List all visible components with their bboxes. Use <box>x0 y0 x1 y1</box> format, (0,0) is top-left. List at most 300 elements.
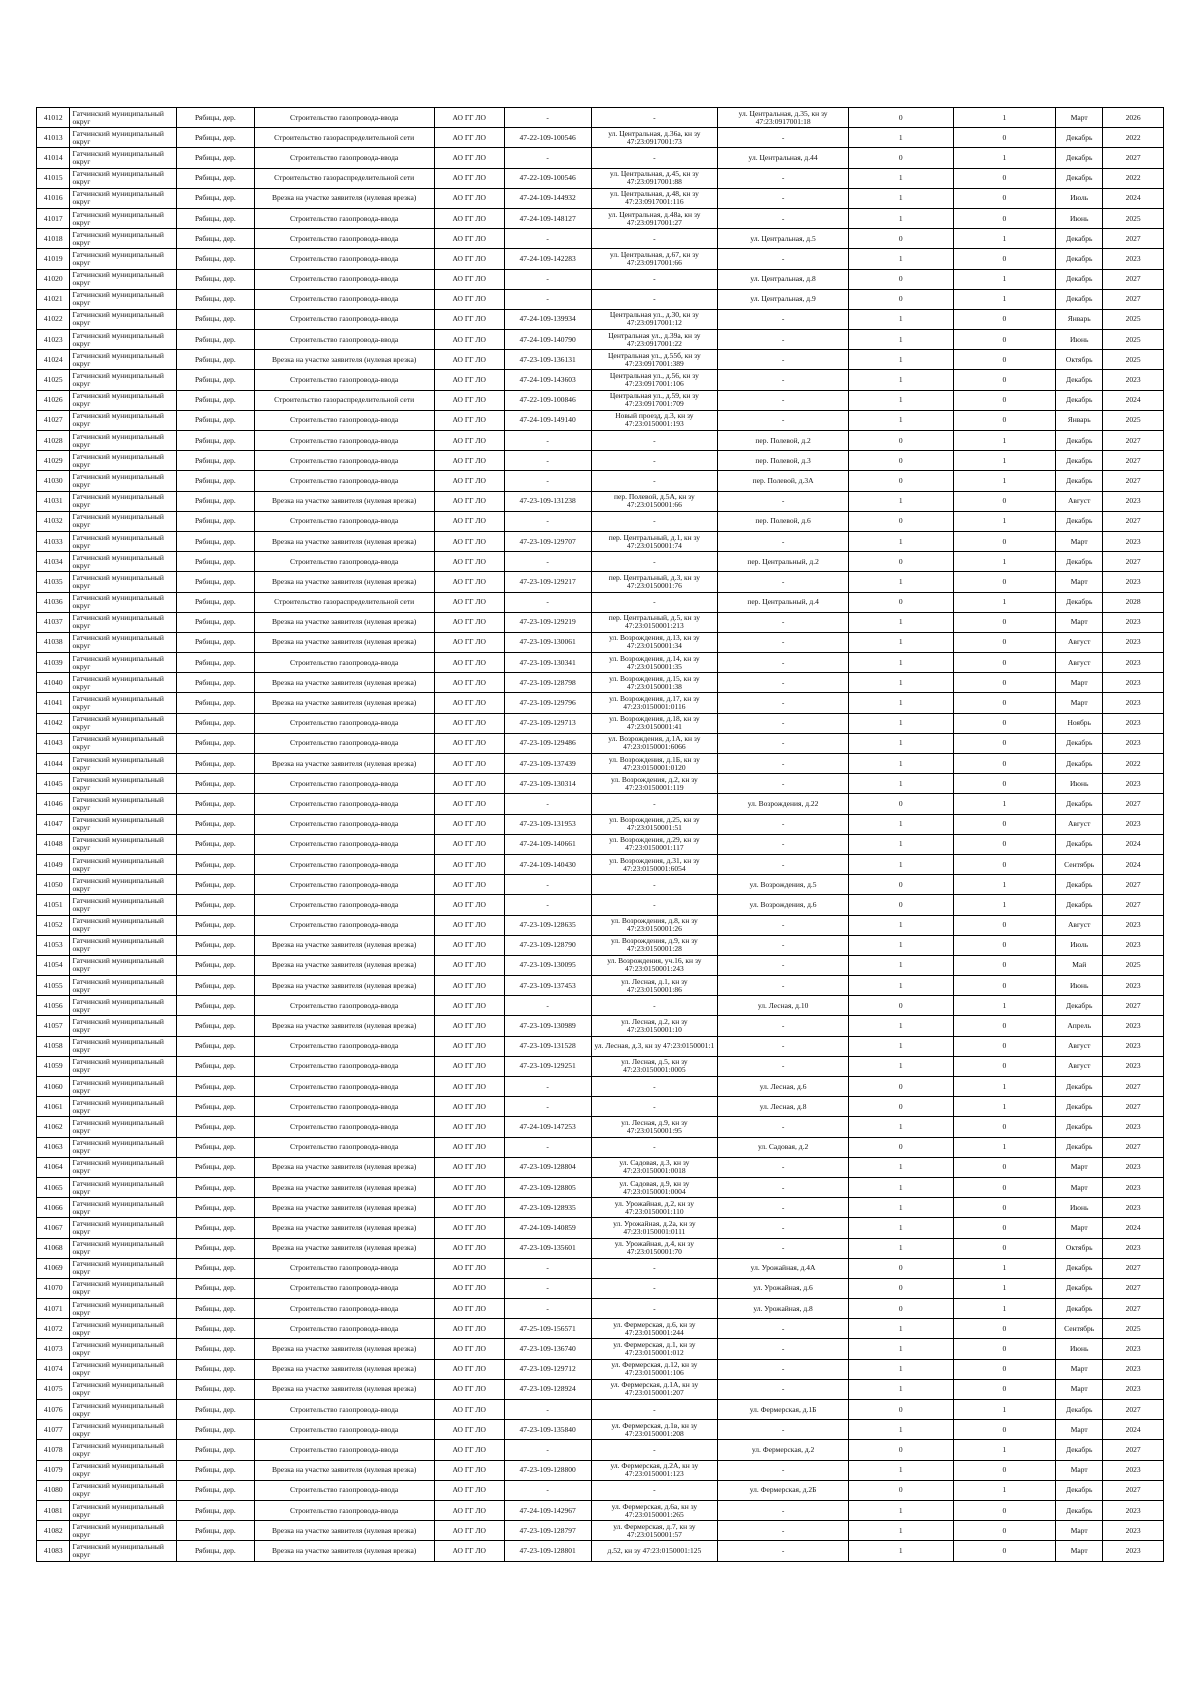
table-row <box>37 552 1164 572</box>
cell-application: 47-23-109-129712 <box>504 1359 591 1379</box>
cell-application: 47-23-109-128790 <box>504 935 591 955</box>
cell-planned: 1 <box>953 1440 1056 1460</box>
cell-year: 2023 <box>1103 733 1164 753</box>
cell-address_planned: - <box>718 733 849 753</box>
cell-number: 41063 <box>37 1137 70 1157</box>
cell-month: Март <box>1056 572 1103 592</box>
cell-settlement: Рябицы, дер. <box>177 1258 254 1278</box>
cell-address_planned: ул. Центральная, д.5 <box>718 229 849 249</box>
cell-month: Декабрь <box>1056 794 1103 814</box>
cell-planned: 0 <box>953 1460 1056 1480</box>
cell-month: Декабрь <box>1056 552 1103 572</box>
cell-organization: АО ГГ ЛО <box>434 1137 504 1157</box>
cell-district: Гатчинский муниципальный округ <box>70 592 177 612</box>
cell-work_type: Врезка на участке заявителя (нулевая врезка) <box>254 673 434 693</box>
cell-month: Март <box>1056 1521 1103 1541</box>
cell-district: Гатчинский муниципальный округ <box>70 673 177 693</box>
cell-month: Декабрь <box>1056 1097 1103 1117</box>
cell-address_planned: ул. Урожайная, д.6 <box>718 1278 849 1298</box>
cell-planned: 0 <box>953 168 1056 188</box>
cell-work_type: Врезка на участке заявителя (нулевая врезка) <box>254 1379 434 1399</box>
cell-address_planned: ул. Центральная, д.44 <box>718 148 849 168</box>
cell-planned: 0 <box>953 370 1056 390</box>
cell-address_planned: ул. Урожайная, д.8 <box>718 1299 849 1319</box>
cell-month: Март <box>1056 1541 1103 1561</box>
cell-address_connected: - <box>591 1077 718 1097</box>
cell-work_type: Врезка на участке заявителя (нулевая врезка) <box>254 572 434 592</box>
cell-district: Гатчинский муниципальный округ <box>70 289 177 309</box>
cell-organization: АО ГГ ЛО <box>434 1420 504 1440</box>
cell-address_connected: ул. Возрождения, д.18, кн зу 47:23:0150001:41 <box>591 713 718 733</box>
cell-district: Гатчинский муниципальный округ <box>70 895 177 915</box>
cell-month: Сентябрь <box>1056 1319 1103 1339</box>
cell-work_type: Строительство газопровода-ввода <box>254 1077 434 1097</box>
cell-application: 47-24-109-140790 <box>504 330 591 350</box>
cell-address_planned: - <box>718 390 849 410</box>
cell-number: 41032 <box>37 511 70 531</box>
table-row <box>37 511 1164 531</box>
cell-month: Июнь <box>1056 774 1103 794</box>
cell-planned: 1 <box>953 552 1056 572</box>
cell-number: 41030 <box>37 471 70 491</box>
cell-district: Гатчинский муниципальный округ <box>70 1036 177 1056</box>
cell-organization: АО ГГ ЛО <box>434 471 504 491</box>
cell-planned: 0 <box>953 390 1056 410</box>
cell-organization: АО ГГ ЛО <box>434 794 504 814</box>
cell-month: Декабрь <box>1056 168 1103 188</box>
cell-application: 47-24-109-139934 <box>504 309 591 329</box>
cell-planned: 0 <box>953 1036 1056 1056</box>
cell-year: 2025 <box>1103 330 1164 350</box>
cell-year: 2023 <box>1103 1339 1164 1359</box>
cell-settlement: Рябицы, дер. <box>177 875 254 895</box>
cell-planned: 0 <box>953 733 1056 753</box>
cell-connected: 1 <box>848 1339 953 1359</box>
cell-application: 47-23-109-129251 <box>504 1056 591 1076</box>
cell-work_type: Врезка на участке заявителя (нулевая врезка) <box>254 1218 434 1238</box>
cell-number: 41066 <box>37 1198 70 1218</box>
cell-month: Декабрь <box>1056 511 1103 531</box>
cell-year: 2023 <box>1103 370 1164 390</box>
cell-organization: АО ГГ ЛО <box>434 1440 504 1460</box>
cell-application: 47-22-109-100846 <box>504 390 591 410</box>
cell-address_planned: ул. Центральная, д.35, кн зу 47:23:0917001:18 <box>718 108 849 128</box>
cell-address_connected: - <box>591 996 718 1016</box>
cell-address_connected: ул. Возрождения, д.8, кн зу 47:23:0150001:26 <box>591 915 718 935</box>
table-row <box>37 1460 1164 1480</box>
cell-number: 41040 <box>37 673 70 693</box>
cell-year: 2023 <box>1103 249 1164 269</box>
cell-application: - <box>504 1480 591 1500</box>
cell-settlement: Рябицы, дер. <box>177 1218 254 1238</box>
cell-address_connected: ул. Возрождения, д.13, кн зу 47:23:0150001:34 <box>591 632 718 652</box>
cell-organization: АО ГГ ЛО <box>434 935 504 955</box>
cell-connected: 0 <box>848 431 953 451</box>
cell-planned: 0 <box>953 1157 1056 1177</box>
cell-address_connected: - <box>591 875 718 895</box>
cell-district: Гатчинский муниципальный округ <box>70 451 177 471</box>
cell-connected: 0 <box>848 895 953 915</box>
cell-work_type: Строительство газопровода-ввода <box>254 774 434 794</box>
cell-year: 2024 <box>1103 834 1164 854</box>
table-row <box>37 632 1164 652</box>
cell-connected: 0 <box>848 1299 953 1319</box>
cell-application: 47-23-109-129796 <box>504 693 591 713</box>
cell-district: Гатчинский муниципальный округ <box>70 976 177 996</box>
cell-planned: 1 <box>953 229 1056 249</box>
table-row <box>37 1400 1164 1420</box>
cell-year: 2027 <box>1103 1278 1164 1298</box>
cell-settlement: Рябицы, дер. <box>177 491 254 511</box>
cell-application: 47-23-109-128801 <box>504 1541 591 1561</box>
cell-address_planned: - <box>718 1036 849 1056</box>
cell-settlement: Рябицы, дер. <box>177 552 254 572</box>
cell-month: Июнь <box>1056 1198 1103 1218</box>
cell-organization: АО ГГ ЛО <box>434 814 504 834</box>
cell-application: 47-23-109-135601 <box>504 1238 591 1258</box>
cell-month: Декабрь <box>1056 875 1103 895</box>
cell-address_planned: - <box>718 1117 849 1137</box>
cell-organization: АО ГГ ЛО <box>434 390 504 410</box>
cell-month: Декабрь <box>1056 1258 1103 1278</box>
cell-number: 41073 <box>37 1339 70 1359</box>
cell-address_connected: ул. Возрождения, д.31, кн зу 47:23:0150001:6054 <box>591 854 718 874</box>
cell-work_type: Строительство газопровода-ввода <box>254 1319 434 1339</box>
table-row <box>37 1036 1164 1056</box>
cell-connected: 0 <box>848 148 953 168</box>
cell-connected: 1 <box>848 1036 953 1056</box>
table-row <box>37 915 1164 935</box>
cell-district: Гатчинский муниципальный округ <box>70 1299 177 1319</box>
cell-address_connected: - <box>591 451 718 471</box>
cell-number: 41045 <box>37 774 70 794</box>
cell-application: 47-23-109-131238 <box>504 491 591 511</box>
cell-organization: АО ГГ ЛО <box>434 1056 504 1076</box>
cell-district: Гатчинский муниципальный округ <box>70 249 177 269</box>
cell-planned: 0 <box>953 1541 1056 1561</box>
cell-application: 47-23-109-129707 <box>504 531 591 551</box>
cell-application: - <box>504 229 591 249</box>
cell-number: 41076 <box>37 1400 70 1420</box>
cell-planned: 0 <box>953 1500 1056 1520</box>
cell-planned: 0 <box>953 1420 1056 1440</box>
cell-application: 47-24-109-142967 <box>504 1500 591 1520</box>
cell-application: 47-23-109-128800 <box>504 1460 591 1480</box>
cell-application: 47-23-109-131528 <box>504 1036 591 1056</box>
cell-settlement: Рябицы, дер. <box>177 431 254 451</box>
cell-district: Гатчинский муниципальный округ <box>70 431 177 451</box>
cell-address_planned: - <box>718 208 849 228</box>
table-row <box>37 895 1164 915</box>
cell-organization: АО ГГ ЛО <box>434 955 504 975</box>
cell-settlement: Рябицы, дер. <box>177 1500 254 1520</box>
cell-planned: 1 <box>953 1077 1056 1097</box>
cell-address_planned: пер. Полевой, д.3А <box>718 471 849 491</box>
cell-work_type: Строительство газопровода-ввода <box>254 1056 434 1076</box>
cell-application: 47-24-109-140859 <box>504 1218 591 1238</box>
cell-work_type: Строительство газопровода-ввода <box>254 431 434 451</box>
cell-work_type: Строительство газопровода-ввода <box>254 794 434 814</box>
cell-organization: АО ГГ ЛО <box>434 875 504 895</box>
cell-year: 2023 <box>1103 612 1164 632</box>
cell-organization: АО ГГ ЛО <box>434 1218 504 1238</box>
cell-number: 41025 <box>37 370 70 390</box>
cell-year: 2023 <box>1103 1521 1164 1541</box>
cell-address_connected: ул. Возрождения, д.17, кн зу 47:23:0150001:0116 <box>591 693 718 713</box>
cell-work_type: Строительство газопровода-ввода <box>254 1137 434 1157</box>
table-row <box>37 309 1164 329</box>
cell-district: Гатчинский муниципальный округ <box>70 1117 177 1137</box>
cell-application: - <box>504 431 591 451</box>
cell-organization: АО ГГ ЛО <box>434 1238 504 1258</box>
table-row <box>37 653 1164 673</box>
cell-month: Октябрь <box>1056 1238 1103 1258</box>
table-row <box>37 1480 1164 1500</box>
cell-application: 47-23-109-128797 <box>504 1521 591 1541</box>
cell-address_connected: - <box>591 592 718 612</box>
cell-organization: АО ГГ ЛО <box>434 996 504 1016</box>
cell-address_connected: пер. Центральный, д.1, кн зу 47:23:0150001:74 <box>591 531 718 551</box>
cell-address_planned: - <box>718 774 849 794</box>
cell-application: 47-23-109-130341 <box>504 653 591 673</box>
cell-year: 2023 <box>1103 1500 1164 1520</box>
cell-address_connected: ул. Возрождения, д.2, кн зу 47:23:0150001:119 <box>591 774 718 794</box>
cell-work_type: Врезка на участке заявителя (нулевая врезка) <box>254 531 434 551</box>
cell-settlement: Рябицы, дер. <box>177 1521 254 1541</box>
cell-application: - <box>504 1278 591 1298</box>
cell-work_type: Врезка на участке заявителя (нулевая врезка) <box>254 188 434 208</box>
cell-number: 41071 <box>37 1299 70 1319</box>
cell-connected: 1 <box>848 572 953 592</box>
cell-address_connected: ул. Центральная, д.36а, кн зу 47:23:0917001:73 <box>591 128 718 148</box>
cell-planned: 1 <box>953 471 1056 491</box>
cell-settlement: Рябицы, дер. <box>177 471 254 491</box>
cell-work_type: Строительство газопровода-ввода <box>254 653 434 673</box>
table-row <box>37 1238 1164 1258</box>
cell-address_planned: - <box>718 814 849 834</box>
cell-application: 47-23-109-136131 <box>504 350 591 370</box>
cell-planned: 1 <box>953 1097 1056 1117</box>
cell-work_type: Строительство газопровода-ввода <box>254 1097 434 1117</box>
cell-address_planned: - <box>718 854 849 874</box>
cell-organization: АО ГГ ЛО <box>434 1016 504 1036</box>
cell-month: Август <box>1056 1056 1103 1076</box>
table-row <box>37 168 1164 188</box>
cell-connected: 1 <box>848 370 953 390</box>
cell-number: 41022 <box>37 309 70 329</box>
cell-settlement: Рябицы, дер. <box>177 1339 254 1359</box>
cell-settlement: Рябицы, дер. <box>177 451 254 471</box>
cell-number: 41070 <box>37 1278 70 1298</box>
cell-connected: 1 <box>848 1500 953 1520</box>
cell-number: 41036 <box>37 592 70 612</box>
cell-address_planned: - <box>718 1521 849 1541</box>
cell-number: 41020 <box>37 269 70 289</box>
cell-planned: 0 <box>953 955 1056 975</box>
cell-number: 41074 <box>37 1359 70 1379</box>
cell-planned: 0 <box>953 572 1056 592</box>
table-row <box>37 1299 1164 1319</box>
cell-settlement: Рябицы, дер. <box>177 1097 254 1117</box>
cell-connected: 0 <box>848 1258 953 1278</box>
cell-address_planned: ул. Лесная, д.8 <box>718 1097 849 1117</box>
cell-month: Декабрь <box>1056 996 1103 1016</box>
cell-address_planned: пер. Полевой, д.6 <box>718 511 849 531</box>
table-row <box>37 330 1164 350</box>
cell-district: Гатчинский муниципальный округ <box>70 1541 177 1561</box>
cell-work_type: Строительство газораспределительной сети <box>254 168 434 188</box>
cell-year: 2023 <box>1103 935 1164 955</box>
cell-number: 41052 <box>37 915 70 935</box>
cell-month: Декабрь <box>1056 269 1103 289</box>
cell-work_type: Строительство газопровода-ввода <box>254 208 434 228</box>
cell-district: Гатчинский муниципальный округ <box>70 1077 177 1097</box>
cell-work_type: Строительство газопровода-ввода <box>254 1258 434 1278</box>
table-row <box>37 451 1164 471</box>
cell-settlement: Рябицы, дер. <box>177 1077 254 1097</box>
cell-address_planned: - <box>718 1016 849 1036</box>
cell-organization: АО ГГ ЛО <box>434 1299 504 1319</box>
cell-planned: 0 <box>953 1359 1056 1379</box>
cell-connected: 0 <box>848 592 953 612</box>
cell-application: 47-23-109-130314 <box>504 774 591 794</box>
cell-district: Гатчинский муниципальный округ <box>70 612 177 632</box>
cell-year: 2027 <box>1103 1480 1164 1500</box>
cell-district: Гатчинский муниципальный округ <box>70 794 177 814</box>
cell-address_planned: ул. Фермерская, д.2Б <box>718 1480 849 1500</box>
cell-number: 41042 <box>37 713 70 733</box>
cell-work_type: Строительство газопровода-ввода <box>254 451 434 471</box>
cell-number: 41038 <box>37 632 70 652</box>
cell-application: - <box>504 1258 591 1278</box>
cell-organization: АО ГГ ЛО <box>434 330 504 350</box>
cell-application: 47-25-109-156571 <box>504 1319 591 1339</box>
cell-work_type: Строительство газопровода-ввода <box>254 1400 434 1420</box>
cell-application: 47-23-109-128798 <box>504 673 591 693</box>
cell-address_planned: ул. Центральная, д.8 <box>718 269 849 289</box>
cell-year: 2027 <box>1103 1097 1164 1117</box>
cell-district: Гатчинский муниципальный округ <box>70 1420 177 1440</box>
cell-address_planned: - <box>718 1056 849 1076</box>
cell-organization: АО ГГ ЛО <box>434 511 504 531</box>
cell-planned: 0 <box>953 1117 1056 1137</box>
cell-application: - <box>504 1299 591 1319</box>
cell-work_type: Строительство газопровода-ввода <box>254 875 434 895</box>
cell-connected: 1 <box>848 350 953 370</box>
cell-settlement: Рябицы, дер. <box>177 1420 254 1440</box>
cell-connected: 1 <box>848 854 953 874</box>
cell-year: 2023 <box>1103 976 1164 996</box>
cell-organization: АО ГГ ЛО <box>434 309 504 329</box>
cell-year: 2027 <box>1103 431 1164 451</box>
cell-address_connected: ул. Центральная, д.48, кн зу 47:23:0917001:116 <box>591 188 718 208</box>
cell-year: 2025 <box>1103 410 1164 430</box>
cell-organization: АО ГГ ЛО <box>434 976 504 996</box>
cell-number: 41050 <box>37 875 70 895</box>
cell-number: 41068 <box>37 1238 70 1258</box>
cell-address_connected: - <box>591 895 718 915</box>
cell-month: Декабрь <box>1056 148 1103 168</box>
cell-application: - <box>504 1440 591 1460</box>
cell-connected: 0 <box>848 1137 953 1157</box>
cell-connected: 0 <box>848 269 953 289</box>
cell-address_planned: - <box>718 834 849 854</box>
cell-work_type: Строительство газопровода-ввода <box>254 713 434 733</box>
cell-district: Гатчинский муниципальный округ <box>70 1521 177 1541</box>
cell-work_type: Строительство газопровода-ввода <box>254 1278 434 1298</box>
cell-year: 2027 <box>1103 269 1164 289</box>
cell-connected: 1 <box>848 1420 953 1440</box>
cell-planned: 0 <box>953 814 1056 834</box>
cell-organization: АО ГГ ЛО <box>434 1117 504 1137</box>
cell-application: - <box>504 148 591 168</box>
cell-month: Декабрь <box>1056 471 1103 491</box>
cell-district: Гатчинский муниципальный округ <box>70 531 177 551</box>
table-row <box>37 491 1164 511</box>
cell-month: Декабрь <box>1056 592 1103 612</box>
cell-work_type: Врезка на участке заявителя (нулевая врезка) <box>254 1541 434 1561</box>
cell-address_connected: ул. Фермерская, д.1А, кн зу 47:23:0150001:207 <box>591 1379 718 1399</box>
cell-month: Март <box>1056 531 1103 551</box>
cell-district: Гатчинский муниципальный округ <box>70 875 177 895</box>
cell-application: - <box>504 471 591 491</box>
table-row <box>37 1278 1164 1298</box>
cell-month: Декабрь <box>1056 249 1103 269</box>
cell-planned: 0 <box>953 693 1056 713</box>
cell-connected: 0 <box>848 108 953 128</box>
cell-application: - <box>504 511 591 531</box>
cell-number: 41069 <box>37 1258 70 1278</box>
cell-address_connected: - <box>591 1097 718 1117</box>
table-row <box>37 1077 1164 1097</box>
table-row <box>37 875 1164 895</box>
cell-district: Гатчинский муниципальный округ <box>70 148 177 168</box>
cell-work_type: Строительство газопровода-ввода <box>254 895 434 915</box>
cell-address_planned: ул. Центральная, д.9 <box>718 289 849 309</box>
cell-planned: 0 <box>953 915 1056 935</box>
cell-address_connected: - <box>591 289 718 309</box>
cell-settlement: Рябицы, дер. <box>177 410 254 430</box>
cell-address_connected: - <box>591 148 718 168</box>
cell-number: 41059 <box>37 1056 70 1076</box>
cell-connected: 1 <box>848 410 953 430</box>
cell-district: Гатчинский муниципальный округ <box>70 1480 177 1500</box>
cell-connected: 1 <box>848 612 953 632</box>
cell-organization: АО ГГ ЛО <box>434 653 504 673</box>
cell-work_type: Строительство газопровода-ввода <box>254 1440 434 1460</box>
cell-address_connected: ул. Фермерская, д.6, кн зу 47:23:0150001:244 <box>591 1319 718 1339</box>
cell-organization: АО ГГ ЛО <box>434 693 504 713</box>
cell-district: Гатчинский муниципальный округ <box>70 229 177 249</box>
cell-planned: 0 <box>953 330 1056 350</box>
cell-address_planned: - <box>718 330 849 350</box>
cell-connected: 1 <box>848 814 953 834</box>
cell-settlement: Рябицы, дер. <box>177 208 254 228</box>
table-row <box>37 834 1164 854</box>
cell-connected: 0 <box>848 1400 953 1420</box>
cell-work_type: Врезка на участке заявителя (нулевая врезка) <box>254 976 434 996</box>
cell-number: 41064 <box>37 1157 70 1177</box>
cell-settlement: Рябицы, дер. <box>177 531 254 551</box>
cell-settlement: Рябицы, дер. <box>177 1319 254 1339</box>
cell-month: Декабрь <box>1056 128 1103 148</box>
cell-settlement: Рябицы, дер. <box>177 915 254 935</box>
cell-address_planned: - <box>718 1541 849 1561</box>
cell-year: 2023 <box>1103 1117 1164 1137</box>
cell-year: 2027 <box>1103 1258 1164 1278</box>
cell-work_type: Врезка на участке заявителя (нулевая врезка) <box>254 1460 434 1480</box>
cell-work_type: Строительство газопровода-ввода <box>254 511 434 531</box>
